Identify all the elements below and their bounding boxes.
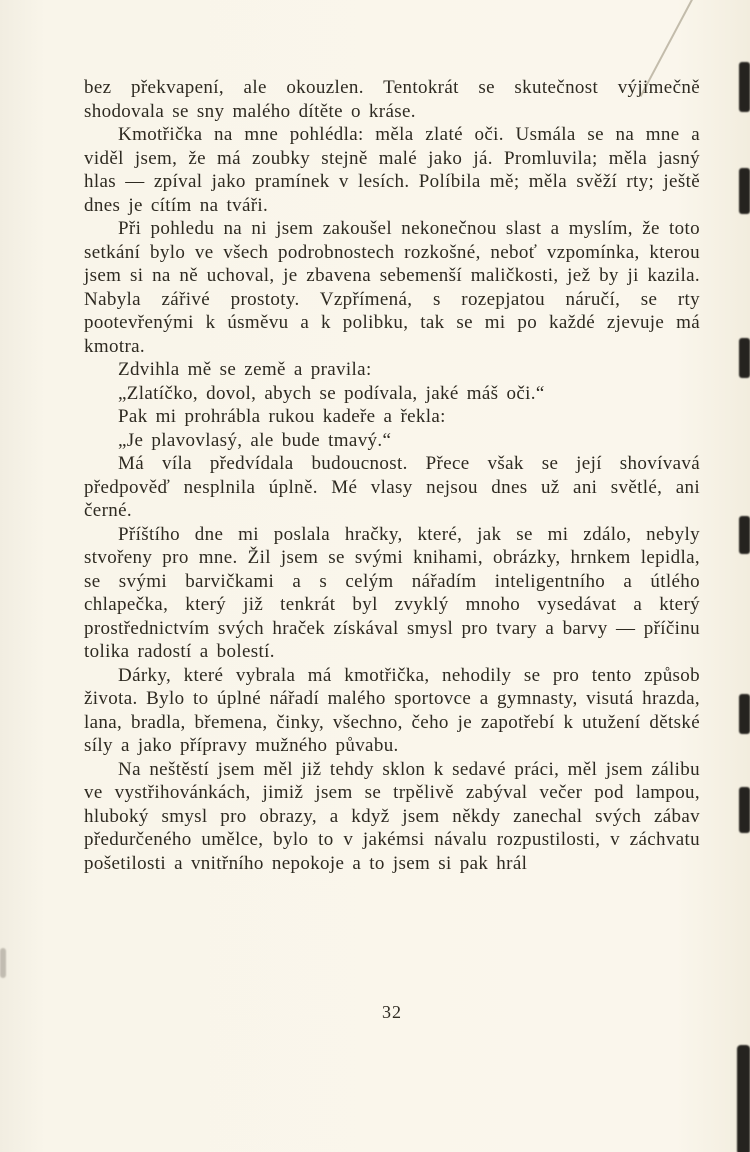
scan-binding-mark — [737, 1045, 750, 1152]
scan-binding-mark — [739, 338, 750, 378]
paragraph: „Je plavovlasý, ale bude tmavý.“ — [118, 429, 392, 451]
paragraph: Pak mi prohrábla rukou kadeře a řekla: — [118, 406, 446, 427]
paragraph: „Zlatíčko, dovol, abych se podívala, jaké máš oči.“ — [118, 382, 545, 404]
paragraph: Zdvihla mě se země a pravila: — [118, 359, 372, 380]
page-number: 32 — [382, 1002, 402, 1022]
scan-binding-mark — [739, 516, 750, 554]
page-text — [84, 76, 700, 875]
scan-binding-mark — [739, 168, 750, 214]
paragraph: Dárky, které vybrala má kmotřička, nehodily se pro tento způsob života. Bylo to úplné nářadí malého sportovce a gymnasty, visutá hrazda, lana, bradla, břemena, činky, všechno, čeho je zapotřebí k utužení dětské síly a jako přípravy mužného půvabu. — [84, 664, 700, 756]
paragraph: Na neštěstí jsem měl již tehdy sklon k sedavé práci, měl jsem zálibu ve vystřihovánkách, jimiž jsem se trpělivě zabýval večer pod lampou, hluboký smysl pro obrazy, a když jsem někdy zanechal svých zábav předurčeného umělce, bylo to v jakémsi návalu rozpustilosti, v záchvatu pošetilosti a vnitřního nepokoje a to jsem si pak hrál — [84, 758, 700, 874]
paragraph: Má víla předvídala budoucnost. Přece však se její shovívavá předpověď nesplnila úplně. Mé vlasy nejsou dnes už ani světlé, ani černé. — [84, 453, 700, 521]
paragraph: bez překvapení, ale okouzlen. Tentokrát se skutečnost výjimečně shodovala se sny malého dítěte o kráse. — [84, 77, 700, 122]
paragraph: Při pohledu na ni jsem zakoušel nekonečnou slast a myslím, že toto setkání bylo ve všech podrobnostech rozkošné, neboť vzpomínka, kterou jsem si na ně uchoval, je zbavena sebemenší maličkosti, jež by ji kazila. Nabyla zářivé prostoty. Vzpřímená, s rozepjatou náručí, se rty pootevřenými k úsměvu a k polibku, tak se mi po každé zjevuje má kmotra. — [84, 218, 700, 357]
paragraph: Příštího dne mi poslala hračky, které, jak se mi zdálo, nebyly stvořeny pro mne. Žil jsem se svými knihami, obrázky, hrnkem lepidla, se svými barvičkami a s celým nářadím inteligentního a útlého chlapečka, který již tenkrát byl zvyklý mnoho vysedávat a který prostřednictvím svých hraček získával smysl pro tvary a barvy — příčinu tolika radostí a bolestí. — [84, 523, 700, 662]
scan-binding-mark — [739, 62, 750, 112]
scan-binding-mark — [739, 694, 750, 734]
scan-binding-mark — [739, 787, 750, 833]
scan-smudge-mark — [0, 948, 6, 978]
paragraph: Kmotřička na mne pohlédla: měla zlaté oči. Usmála se na mne a viděl jsem, že má zoubky stejně malé jako já. Promluvila; měla jasný hlas — zpíval jako pramínek v lesích. Políbila mě; měla svěží rty; ještě dnes je cítím na tváři. — [84, 124, 700, 216]
